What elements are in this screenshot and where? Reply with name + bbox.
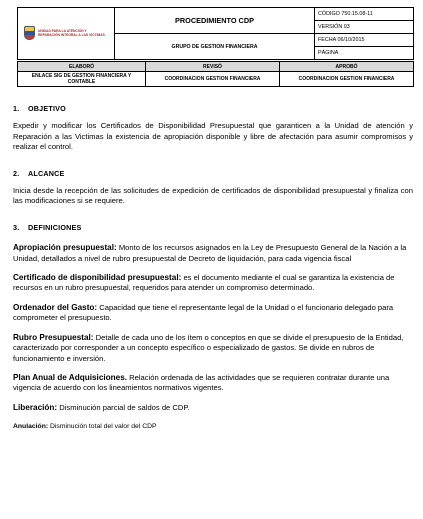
- definition-term: Apropiación presupuestal:: [13, 243, 117, 253]
- definition-item: [13, 422, 413, 432]
- group-name: GRUPO DE GESTION FINANCIERA: [115, 34, 315, 60]
- elaborated-header: ELABORÓ: [18, 62, 146, 72]
- definition-term: Rubro Presupuestal:: [13, 332, 94, 342]
- coat-of-arms-icon: [24, 26, 35, 40]
- page-label: PÁGINA: [315, 47, 414, 60]
- definition-text: Monto de los recursos asignados en la Ley de Presupuesto General de la Nación a la Unidad, detallados a nivel de rubro presupuestal de Decreto de liquidación, para cada vigencia fiscal: [13, 243, 407, 263]
- objective-text: Expedir y modificar los Certificados de Disponibilidad Presupuestal que garanticen a la Unidad de atención y Reparación a las Victimas la existencia de apropiación disponible y libre de afectación para asumir compromisos y realizar el control.: [13, 121, 413, 152]
- document-code: CÓDIGO 750.15.08-11: [315, 8, 414, 21]
- definition-item: [13, 303, 413, 324]
- section-number: 2.: [13, 168, 20, 178]
- document-body: [13, 104, 413, 442]
- section-heading-objective: [13, 104, 413, 114]
- document-version: VERSIÓN 03: [315, 21, 414, 34]
- logo-text: UNIDAD PARA LA ATENCIÓN Y REPARACIÓN INTEGRAL A LAS VÍCTIMAS: [38, 29, 105, 37]
- definition-item: [13, 243, 413, 264]
- definition-term: Liberación:: [13, 402, 58, 412]
- section-heading-definitions: [13, 223, 413, 233]
- section-number: 3.: [13, 222, 20, 232]
- definition-text: es el documento mediante el cual se garantiza la existencia de recursos en un rubro presupuestal, requeridos para atender un compromiso determinado.: [13, 273, 395, 293]
- definition-term: Certificado de disponibilidad presupuestal:: [13, 273, 182, 283]
- reviewed-header: REVISÓ: [146, 62, 280, 72]
- section-title: OBJETIVO: [28, 104, 66, 113]
- section-title: ALCANCE: [28, 168, 65, 178]
- approved-header: APROBÓ: [280, 62, 414, 72]
- definition-term: Plan Anual de Adquisiciones.: [13, 372, 128, 382]
- approved-value: COORDINACION GESTION FINANCIERA: [280, 72, 414, 87]
- section-heading-scope: [13, 169, 413, 179]
- definition-text: Capacidad que tiene el representante legal de la Unidad o el funcionario delegado para comprometer el presupuesto.: [13, 302, 394, 323]
- definition-item: [13, 273, 413, 294]
- definition-item: [13, 333, 413, 364]
- definition-term: Anulación:: [13, 423, 49, 431]
- document-title: PROCEDIMIENTO CDP: [115, 8, 315, 34]
- definition-text: Disminución parcial de saldos de CDP.: [57, 402, 190, 412]
- definition-item: [13, 403, 413, 413]
- definition-item: [13, 373, 413, 394]
- definition-text: Relación ordenada de las actividades que se requieren contratar durante una vigencia de acuerdo con los lineamientos normativos vigentes.: [13, 372, 390, 393]
- section-title: DEFINICIONES: [28, 222, 82, 232]
- section-number: 1.: [13, 104, 20, 113]
- scope-text: Inicia desde la recepción de las solicitudes de expedición de certificados de disponibilidad presupuestal y finaliza con las modificaciones si se requiere.: [13, 186, 413, 206]
- elaborated-value: ENLACE SIG DE GESTION FINANCIERA Y CONTABLE: [18, 72, 146, 87]
- definition-term: Ordenador del Gasto:: [13, 302, 98, 312]
- reviewed-value: COORDINACION GESTION FINANCIERA: [146, 72, 280, 87]
- logo-cell: [18, 8, 115, 60]
- entity-logo: [24, 26, 108, 40]
- definition-text: Disminución total del valor del CDP: [48, 423, 157, 431]
- document-header: [17, 7, 414, 60]
- approval-table: [17, 61, 414, 87]
- document-date: FECHA 06/10/2015: [315, 34, 414, 47]
- definition-text: Detalle de cada uno de los ítem o conceptos en que se divide el presupuesto de la Entidad, caracterizado por corresponder a un concepto específico o especializado de gastos. Se divide en rubros de funcionamiento e inversión.: [13, 332, 404, 363]
